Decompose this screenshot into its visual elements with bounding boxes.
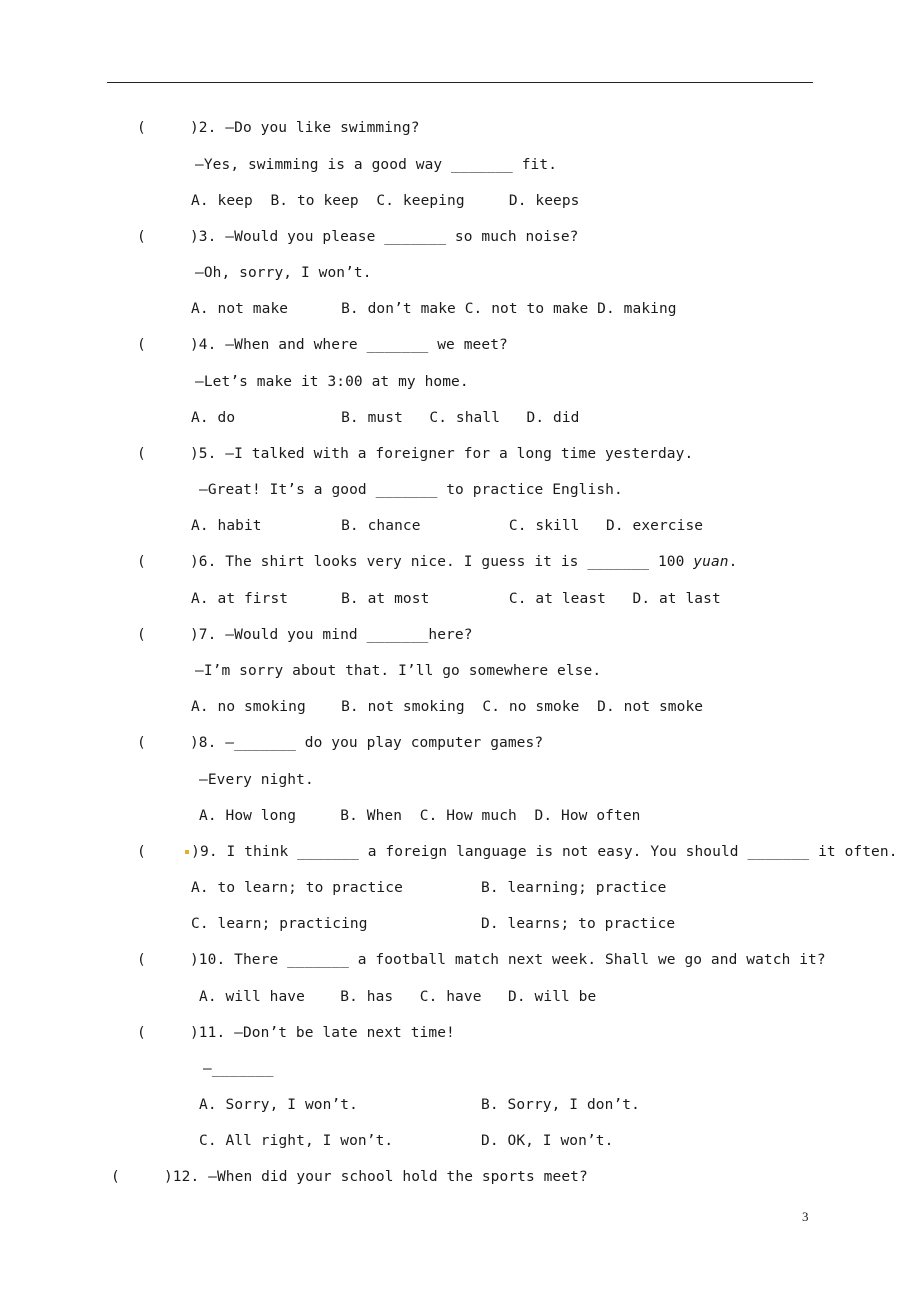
question-2-reply: —Yes, swimming is a good way _______ fit. — [195, 157, 558, 173]
question-9-option-a: A. to learn; to practice — [191, 880, 403, 896]
question-11-option-d: D. OK, I won’t. — [481, 1133, 614, 1149]
question-11-reply: —_______ — [203, 1061, 274, 1077]
question-6-stem-text: ( )6. The shirt looks very nice. I guess it is _______ 100 — [137, 554, 694, 570]
question-9-option-d: D. learns; to practice — [481, 916, 676, 932]
question-12-stem: ( )12. —When did your school hold the sports meet? — [111, 1169, 588, 1185]
question-10-options: A. will have B. has C. have D. will be — [199, 989, 597, 1005]
marker-dot-icon — [185, 850, 189, 854]
question-9-stem — [137, 842, 898, 862]
question-11-option-c: C. All right, I won’t. — [199, 1133, 394, 1149]
question-8-options: A. How long B. When C. How much D. How often — [199, 808, 641, 824]
question-2-options: A. keep B. to keep C. keeping D. keeps — [191, 193, 580, 209]
question-4-stem: ( )4. —When and where _______ we meet? — [137, 337, 508, 353]
question-9-option-b: B. learning; practice — [481, 880, 667, 896]
question-11-option-b: B. Sorry, I don’t. — [481, 1097, 640, 1113]
page-number: 3 — [802, 1209, 809, 1224]
question-6-stem — [137, 552, 737, 572]
question-7-options: A. no smoking B. not smoking C. no smoke D. not smoke — [191, 699, 704, 715]
question-7-reply: —I’m sorry about that. I’ll go somewhere else. — [195, 663, 602, 679]
question-2-stem: ( )2. —Do you like swimming? — [137, 120, 420, 136]
question-4-options: A. do B. must C. shall D. did — [191, 410, 580, 426]
question-9-option-c: C. learn; practicing — [191, 916, 368, 932]
question-5-options: A. habit B. chance C. skill D. exercise — [191, 518, 704, 534]
question-6-currency: yuan — [693, 554, 729, 570]
question-11-stem: ( )11. —Don’t be late next time! — [137, 1025, 455, 1041]
question-7-stem: ( )7. —Would you mind _______here? — [137, 627, 473, 643]
question-3-options: A. not make B. don’t make C. not to make D. making — [191, 301, 677, 317]
question-5-reply: —Great! It’s a good _______ to practice English. — [199, 482, 623, 498]
question-8-reply: —Every night. — [199, 772, 314, 788]
question-4-reply: —Let’s make it 3:00 at my home. — [195, 374, 469, 390]
question-9-paren: ( — [137, 844, 146, 860]
question-6-stem-end: . — [728, 554, 738, 570]
question-5-stem: ( )5. —I talked with a foreigner for a long time yesterday. — [137, 446, 694, 462]
header-rule — [107, 82, 813, 83]
question-3-reply: —Oh, sorry, I won’t. — [195, 265, 372, 281]
question-11-option-a: A. Sorry, I won’t. — [199, 1097, 358, 1113]
question-9-stem-text: )9. I think _______ a foreign language is not easy. You should _______ it often. — [191, 844, 898, 860]
question-8-stem: ( )8. —_______ do you play computer games? — [137, 735, 544, 751]
question-10-stem: ( )10. There _______ a football match next week. Shall we go and watch it? — [137, 952, 826, 968]
question-3-stem: ( )3. —Would you please _______ so much noise? — [137, 229, 579, 245]
question-6-options: A. at first B. at most C. at least D. at last — [191, 591, 721, 607]
